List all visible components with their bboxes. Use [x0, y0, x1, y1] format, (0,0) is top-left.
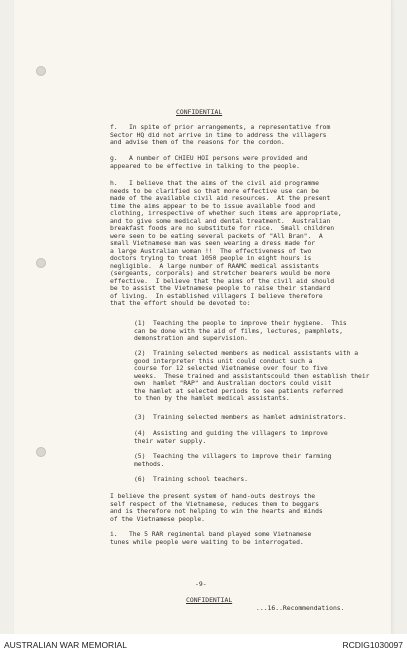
continuation-note: ...16..Recommendations.: [256, 604, 345, 612]
paragraph-conclusion: I believe the present system of hand-outs destroys the self respect of the Vietnamese, reduces them to beggars and is therefore not helping to win the hearts and minds of the Vietnamese people.: [110, 492, 323, 523]
archive-institution: AUSTRALIAN WAR MEMORIAL: [4, 640, 127, 650]
archive-footer: [0, 634, 407, 654]
list-item-5: (5) Teaching the villagers to improve their farming methods.: [134, 452, 332, 468]
punch-hole-top: [36, 66, 46, 76]
list-item-4: (4) Assisting and guiding the villagers to improve their water supply.: [134, 429, 328, 445]
list-item-1: (1) Teaching the people to improve their hygiene. This can be done with the aid of films, lectures, pamphlets, demonstration and supervision.: [134, 319, 347, 342]
list-item-2: (2) Training selected members as medical assistants with a good interpreter this unit could conduct such a course for 12 selected Vietnamese over four to five weeks. These trained and assistantscould then establish their own hamlet "RAP" and Australian doctors could visit the hamlet at selected periods to see patients referred to then by the hamlet medical assistants.: [134, 349, 370, 402]
classification-bottom: CONFIDENTIAL: [186, 596, 233, 604]
paragraph-g: g. A number of CHIEU HOI persons were provided and appeared to be effective in talking to the people.: [110, 154, 308, 170]
paragraph-h: h. I believe that the aims of the civil aid programme needs to be clarified so that more effective use can be made of the available civil aid resources. At the present time the aims appear to be to issue available food and clothing, irrespective of whether such items are appropriate, and to give some medical and dental treatment. Australian breakfast foods are no substitute for rice. Small children were seen to be eating several packets of "All Bran". A small Vietnamese man was seen wearing a dress made for a large Australian woman !! The effectiveness of two doctors trying to treat 1050 people in eight hours is negligible. A large number of RAAMC medical assistants (sergeants, corporals) and stretcher bearers would be more effective. I believe that the aims of the civil aid should be to assist the Vietnamese people to raise their standard of living. In established villagers I believe therefore that the effort should be devoted to:: [110, 179, 342, 307]
list-item-6: (6) Training school teachers.: [134, 475, 248, 483]
page-number: -9-: [195, 580, 207, 588]
paragraph-f: f. In spite of prior arrangements, a representative from Sector HQ did not arrive in time to address the villagers and advise them of the reasons for the cordon.: [110, 123, 331, 146]
punch-hole-middle: [36, 258, 46, 268]
archive-reference: RCDIG1030097: [342, 640, 403, 650]
paragraph-i: i. The 5 RAR regimental band played some Vietnamese tunes while people were waiting to be interrogated.: [110, 530, 312, 546]
classification-top: CONFIDENTIAL: [176, 108, 223, 116]
punch-hole-bottom: [36, 447, 46, 457]
list-item-3: (3) Training selected members as hamlet administrators.: [134, 413, 347, 421]
